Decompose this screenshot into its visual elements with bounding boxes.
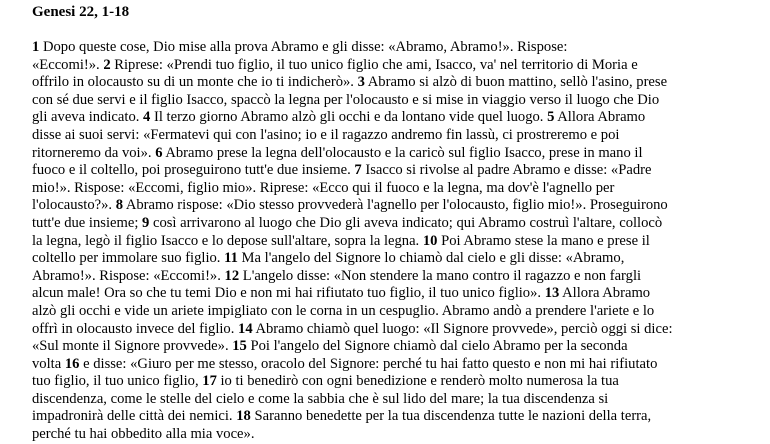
text-line [32, 408, 762, 426]
verse-text: ritorneremo da voi». [32, 144, 156, 161]
verse-number: 9 [142, 214, 150, 231]
verse-text: «Sul monte il Signore provvede». [32, 338, 233, 355]
verse-text: Allora Abramo [559, 285, 651, 302]
text-line [32, 250, 762, 268]
verse-text: impadronirà delle città dei nemici. [32, 408, 237, 425]
verse-text: Allora Abramo [554, 109, 646, 126]
text-line [32, 57, 762, 75]
text-line [32, 356, 762, 374]
verse-text: Poi l'angelo del Signore chiamò dal cielo Abramo per la seconda [246, 338, 628, 355]
verse-text: Isacco si rivolse al padre Abramo e disse: «Padre [361, 162, 652, 179]
verse-text: tuo figlio, il tuo unico figlio, [32, 373, 203, 390]
verse-number: 7 [354, 162, 362, 179]
verse-text: L'angelo disse: «Non stendere la mano contro il ragazzo e non fargli [239, 267, 642, 284]
verse-text: offrì in olocausto invece del figlio. [32, 320, 239, 337]
verse-number: 12 [224, 267, 240, 284]
text-line [32, 180, 762, 198]
verse-number: 15 [232, 338, 247, 355]
verse-number: 1 [32, 39, 40, 55]
verse-text: coltello per immolare suo figlio. [32, 250, 225, 267]
verse-text: la legna, legò il figlio Isacco e lo depose sull'altare, sopra la legna. [32, 232, 423, 249]
verse-number: 4 [143, 109, 151, 126]
verse-number: 3 [357, 74, 365, 91]
verse-text: l'olocausto?». [32, 197, 116, 214]
text-line [32, 74, 762, 92]
verse-text: offrilo in olocausto su di un monte che io ti indicherò». [32, 74, 358, 91]
verse-number: 13 [544, 285, 560, 302]
text-line [32, 109, 762, 127]
verse-text: Abramo rispose: «Dio stesso provvederà l'agnello per l'olocausto, figlio mio!». Proseguirono [122, 197, 668, 214]
text-line [32, 321, 762, 339]
verse-text: Abramo chiamò quel luogo: «Il Signore provvede», perciò oggi si dice: [252, 320, 673, 337]
text-line [32, 285, 762, 303]
verse-text: gli aveva indicato. [32, 109, 144, 126]
verse-number: 14 [238, 320, 253, 337]
verse-text: e disse: «Giuro per me stesso, oracolo del Signore: perché tu hai fatto questo e non mi hai rifiutato [79, 355, 658, 372]
verse-number: 17 [202, 373, 217, 390]
text-line [32, 92, 762, 110]
verse-number: 18 [236, 408, 251, 425]
verse-text: Saranno benedette per la tua discendenza tutte le nazioni della terra, [250, 408, 652, 425]
verse-number: 5 [547, 109, 555, 126]
verse-number: 10 [422, 232, 438, 249]
text-line [32, 215, 762, 233]
verse-text: Abramo!». Rispose: «Eccomi!». [32, 267, 225, 284]
text-line [32, 338, 762, 356]
verse-text: tutt'e due insieme; [32, 214, 143, 231]
text-line [32, 127, 762, 145]
text-line [32, 373, 762, 391]
verse-text: Ma l'angelo del Signore lo chiamò dal cielo e gli disse: «Abramo, [237, 250, 625, 267]
text-line [32, 145, 762, 163]
text-line [32, 426, 762, 444]
verse-text: disse ai suoi servi: «Fermatevi qui con l'asino; io e il ragazzo andremo fin lassù, ci prostreremo e poi [32, 126, 620, 143]
verse-number: 2 [103, 56, 111, 73]
verse-text: perché tu hai obbedito alla mia voce». [32, 426, 255, 443]
verse-text: Poi Abramo stese la mano e prese il [437, 232, 650, 249]
verse-text: volta [32, 355, 65, 372]
verse-text: con sé due servi e il figlio Isacco, spaccò la legna per l'olocausto e si mise in viaggio verso il luogo che Dio [32, 91, 660, 108]
verse-number: 11 [224, 250, 238, 267]
verse-text: Abramo si alzò di buon mattino, sellò l'asino, prese [364, 74, 668, 91]
text-line [32, 303, 762, 321]
verse-text: «Eccomi!». [32, 56, 104, 73]
verse-text: così arrivarono al luogo che Dio gli aveva indicato; qui Abramo costruì l'altare, collocò [149, 214, 663, 231]
verse-number: 16 [64, 355, 80, 372]
verse-text: Dopo queste cose, Dio mise alla prova Abramo e gli disse: «Abramo, Abramo!». Rispose: [39, 39, 568, 55]
verse-text: Riprese: «Prendi tuo figlio, il tuo unico figlio che ami, Isacco, va' nel territorio di Moria e [110, 56, 638, 73]
passage-text [32, 39, 762, 444]
text-line [32, 197, 762, 215]
verse-text: alzò gli occhi e vide un ariete impigliato con le corna in un cespuglio. Abramo andò a prendere l'ariete e lo [32, 302, 655, 319]
verse-number: 8 [115, 197, 123, 214]
text-line [32, 39, 762, 57]
verse-number: 6 [155, 144, 163, 161]
verse-text: Il terzo giorno Abramo alzò gli occhi e da lontano vide quel luogo. [150, 109, 548, 126]
text-line [32, 391, 762, 409]
verse-text: mio!». Rispose: «Eccomi, figlio mio». Riprese: «Ecco qui il fuoco e la legna, ma dov'è l'agnello per [32, 179, 615, 196]
text-line [32, 162, 762, 180]
verse-text: discendenza, come le stelle del cielo e come la sabbia che è sul lido del mare; la tua discendenza si [32, 390, 609, 407]
text-line [32, 233, 762, 251]
passage-heading: Genesi 22, 1-18 [32, 4, 130, 20]
verse-text: Abramo prese la legna dell'olocausto e la caricò sul figlio Isacco, prese in mano il [162, 144, 643, 161]
verse-text: alcun male! Ora so che tu temi Dio e non mi hai rifiutato tuo figlio, il tuo unico figlio». [32, 285, 545, 302]
verse-text: fuoco e il coltello, poi proseguirono tutt'e due insieme. [32, 162, 355, 179]
verse-text: io ti benedirò con ogni benedizione e renderò molto numerosa la tua [216, 373, 619, 390]
text-line [32, 268, 762, 286]
